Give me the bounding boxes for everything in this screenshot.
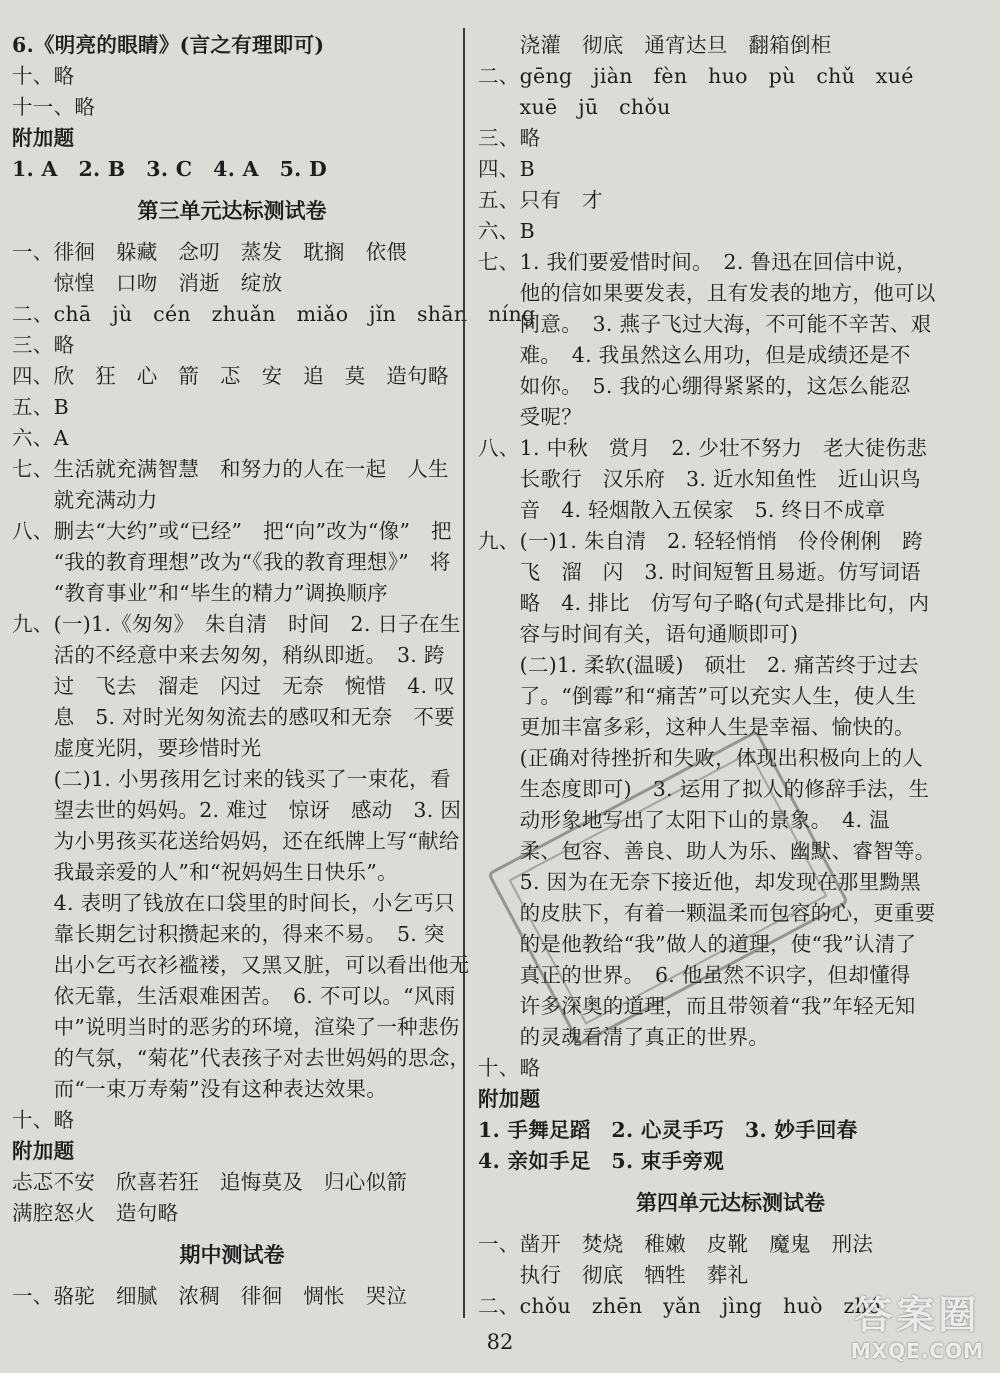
answer-line: 十、略 [478, 1056, 541, 1080]
answer-line: 八、删去“大约”或“已经” 把“向”改为“像” 把 [12, 519, 452, 543]
midterm-heading: 期中测试卷 [179, 1242, 285, 1267]
answer-line: 三、略 [478, 126, 541, 150]
answer-line: 许多深奥的道理，而且带领着“我”年轻无知 [478, 994, 916, 1018]
answer-line: 了。“倒霉”和“痛苦”可以充实人生，使人生 [478, 684, 917, 708]
answer-line: 为小男孩买花送给妈妈，还在纸牌上写“献给 [12, 829, 460, 853]
answer-line: 难。 4. 我虽然这么用功，但是成绩还是不 [478, 343, 911, 367]
unit4-heading: 第四单元达标测试卷 [636, 1190, 825, 1215]
answer-line: 浇灌 彻底 通宵达旦 翻箱倒柜 [478, 33, 832, 57]
answer-line: “教育事业”和“毕生的精力”调换顺序 [12, 581, 388, 605]
unit3-heading: 第三单元达标测试卷 [137, 198, 327, 223]
answer-line: 四、B [478, 157, 535, 181]
answer-line: 真正的世界。 6. 他虽然不识字，但却懂得 [478, 963, 911, 987]
answer-line: 四、欣 狂 心 箭 忑 安 追 莫 造句略 [12, 364, 449, 388]
answer-line: 息 5. 对时光匆匆流去的感叹和无奈 不要 [12, 705, 455, 729]
answer-line: 受呢？ [478, 405, 582, 429]
answer-line: “我的教育理想”改为“《我的教育理想》” 将 [12, 550, 451, 574]
answer-line: 惊惶 口吻 消逝 绽放 [12, 271, 283, 295]
answer-line: 的气氛，“菊花”代表孩子对去世妈妈的思念， [12, 1046, 471, 1070]
answer-line: 如你。 5. 我的心绷得紧紧的，这怎么能忍 [478, 374, 911, 398]
answer-line: 1. 手舞足蹈 2. 心灵手巧 3. 妙手回春 [478, 1118, 858, 1142]
answer-line: 出小乞丐衣衫褴褛，又黑又脏，可以看出他无 [12, 953, 470, 977]
answer-line: 的灵魂看清了真正的世界。 [478, 1025, 770, 1049]
answer-line: 七、生活就充满智慧 和努力的人在一起 人生 [12, 457, 449, 481]
answer-line: 一、凿开 焚烧 稚嫩 皮靴 魔鬼 刑法 [478, 1232, 874, 1256]
answer-line: 忐忑不安 欣喜若狂 追悔莫及 归心似箭 [12, 1170, 408, 1194]
answer-line: 九、(一)1.《匆匆》 朱自清 时间 2. 日子在生 [12, 612, 461, 636]
answer-line: 靠长期乞讨积攒起来的，得来不易。 5. 突 [12, 922, 445, 946]
answer-line: 的是他教给“我”做人的道理，使“我”认清了 [478, 932, 917, 956]
answer-line: 三、略 [12, 333, 75, 357]
answer-line: 就充满动力 [12, 488, 158, 512]
answer-line: 望去世的妈妈。2. 难过 惊讶 感动 3. 因 [12, 798, 462, 822]
answer-line: (二)1. 小男孩用乞讨来的钱买了一束花，看 [12, 767, 451, 791]
answer-line: 一、骆驼 细腻 浓稠 徘徊 惆怅 哭泣 [12, 1284, 408, 1308]
column-divider [463, 28, 465, 1318]
answer-line: 4. 表明了钱放在口袋里的时间长，小乞丐只 [12, 891, 455, 915]
answer-line: 十、略 [12, 1108, 75, 1132]
answer-line: 满腔怒火 造句略 [12, 1201, 179, 1225]
answer-line: 我最亲爱的人”和“祝妈妈生日快乐”。 [12, 860, 398, 884]
answer-line: 音 4. 轻烟散入五侯家 5. 终日不成章 [478, 498, 886, 522]
answer-line: 生态度即可) 3. 运用了拟人的修辞手法，生 [478, 777, 930, 801]
answer-line: 五、只有 才 [478, 188, 603, 212]
answer-line: 八、1. 中秋 赏月 2. 少壮不努力 老大徒伤悲 [478, 436, 928, 460]
answer-line: 二、chǒu zhēn yǎn jìng huò zhé [478, 1294, 881, 1318]
watermark-url: MXQE.COM [850, 1339, 984, 1363]
answer-line: 的皮肤下，有着一颗温柔而包容的心，更重要 [478, 901, 936, 925]
site-watermark [851, 1284, 984, 1363]
watermark-logo-text: 答案圈 [854, 1293, 981, 1337]
answer-line: 一、徘徊 躲藏 念叨 蒸发 耽搁 依偎 [12, 240, 408, 264]
answer-line: 依无靠，生活艰难困苦。 6. 不可以。“风雨 [12, 984, 456, 1008]
answer-line: 而“一束万寿菊”没有这种表达效果。 [12, 1077, 388, 1101]
answer-line: 五、B [12, 395, 69, 419]
answer-line: 长歌行 汉乐府 3. 近水知鱼性 近山识鸟 [478, 467, 921, 491]
answer-line: 六、B [478, 219, 535, 243]
answer-line: 执行 彻底 牺牲 葬礼 [478, 1263, 749, 1287]
answer-line: 十、略 [12, 64, 75, 88]
answer-line: 七、1. 我们要爱惜时间。 2. 鲁迅在回信中说， [478, 250, 917, 274]
answer-line: 同意。 3. 燕子飞过大海，不可能不辛苦、艰 [478, 312, 932, 336]
answer-line: 容与时间有关，语句通顺即可) [478, 622, 799, 646]
answer-line: 九、(一)1. 朱自清 2. 轻轻悄悄 伶伶俐俐 跨 [478, 529, 923, 553]
answer-line: 更加丰富多彩，这种人生是幸福、愉快的。 [478, 715, 915, 739]
answer-line: 附加题 [12, 126, 75, 150]
answer-line: 飞 溜 闪 3. 时间短暂且易逝。仿写词语 [478, 560, 921, 584]
answer-line: 1. A 2. B 3. C 4. A 5. D [12, 157, 328, 181]
answer-line: 附加题 [12, 1139, 75, 1163]
answer-line: (二)1. 柔软(温暖) 硕壮 2. 痛苦终于过去 [478, 653, 919, 677]
midterm-answers [12, 1281, 452, 1312]
answer-line: 过 飞去 溜走 闪过 无奈 惋惜 4. 叹 [12, 674, 455, 698]
answer-line: xuē jū chǒu [478, 95, 671, 119]
answer-line: 柔、包容、善良、助人为乐、幽默、睿智等。 [478, 839, 936, 863]
answer-line: 5. 因为在无奈下接近他，却发现在那里黝黑 [478, 870, 921, 894]
page-number: 82 [486, 1330, 514, 1354]
answer-line: 活的不经意中来去匆匆，稍纵即逝。 3. 跨 [12, 643, 445, 667]
answer-line: 附加题 [478, 1087, 541, 1111]
answer-line: 4. 亲如手足 5. 束手旁观 [478, 1149, 725, 1173]
answer-line: 动形象地写出了太阳下山的景象。 4. 温 [478, 808, 890, 832]
right-top-answers [478, 30, 983, 1177]
left-top-answers [12, 30, 452, 185]
answer-line: (正确对待挫折和失败，体现出积极向上的人 [478, 746, 924, 770]
right-column [478, 30, 983, 1322]
answer-line: 6.《明亮的眼睛》(言之有理即可) [12, 33, 325, 57]
answer-line: 虚度光阴，要珍惜时光 [12, 736, 262, 760]
answer-line: 中”说明当时的恶劣的环境，渲染了一种悲伤 [12, 1015, 460, 1039]
answer-line: 十一、略 [12, 95, 96, 119]
answer-line: 六、A [12, 426, 69, 450]
answer-line: 二、chā jù cén zhuǎn miǎo jǐn shān níng [12, 302, 536, 326]
answer-line: 二、gēng jiàn fèn huo pù chǔ xué [478, 64, 914, 88]
answer-line: 略 4. 排比 仿写句子略(句式是排比句，内 [478, 591, 930, 615]
answer-line: 他的信如果要发表，且有发表的地方，他可以 [478, 281, 936, 305]
